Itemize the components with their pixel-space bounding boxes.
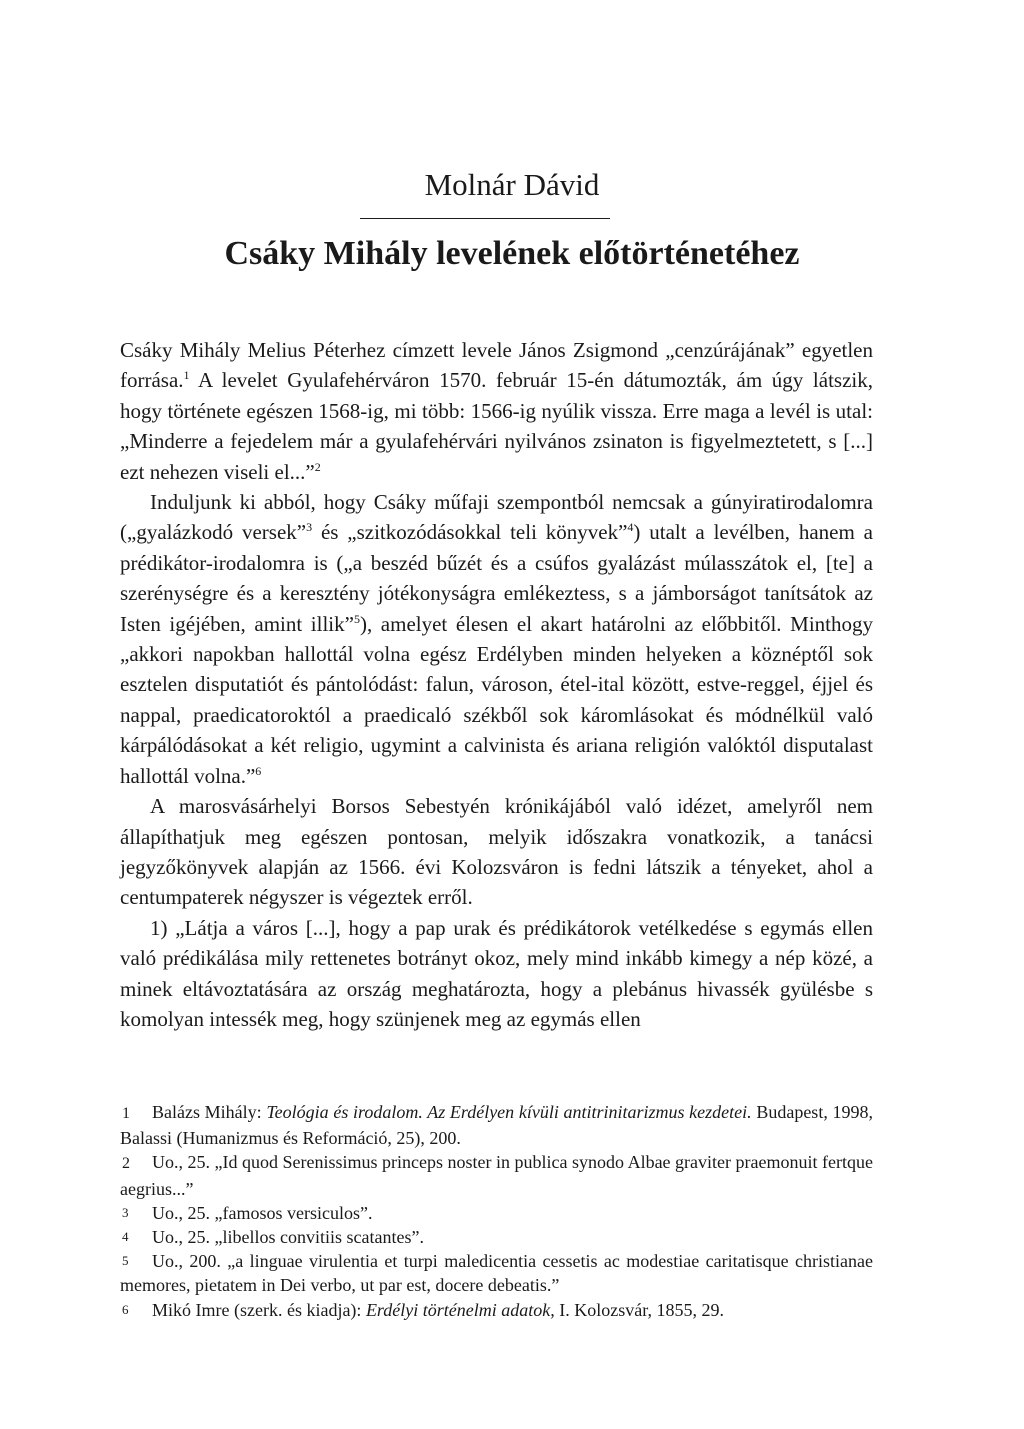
footnote-number: 2 [122,1155,130,1173]
footnote-text: Budapest, 1998, Balassi (Humanizmus és Reformáció, 25), 200. [120,1102,873,1149]
footnotes [120,1100,873,1322]
footnote-5 [120,1249,873,1297]
footnote-number: 3 [122,1204,129,1220]
author-name: Molnár Dávid [424,167,600,202]
footnote-6 [120,1298,873,1322]
paragraph-2 [120,487,873,791]
footnote-book-title: Erdélyi történelmi adatok, [365,1299,555,1320]
footnote-number: 5 [122,1253,129,1269]
footnote-number: 1 [122,1105,130,1122]
footnote-text: Uo., 25. „Id quod Serenissimus princeps noster in publica synodo Albae graviter praemonuit fertque aegrius...” [120,1152,873,1199]
paragraph-text: és „szitkozódásokkal teli könyvek” [312,520,628,545]
footnote-number: 4 [122,1229,129,1245]
footnote-text: Balázs Mihály: [152,1102,267,1122]
footnote-ref-1: 1 [183,368,190,383]
paragraph-4: 1) „Látja a város [...], hogy a pap urak és prédikátorok vetélkedése s egymás ellen való prédikálása mily rettenetes botrányt okoz, mely mind inkább kimegy a nép közé, a minek eltávoztatására az ország meghatározta, hogy a plebánus hivassék gyülésbe s komolyan intessék meg, hogy szünjenek meg az egymás ellen [120,915,873,1031]
footnote-book-title: Teológia és irodalom. Az Erdélyen kívüli antitrinitarizmus kezdetei. [266,1102,752,1122]
footnote-4 [120,1225,873,1249]
footnote-text: Uo., 200. „a linguae virulentia et turpi maledicentia cessetis ac modestiae caritatisque christianae memores, pietatem in Dei verbo, ut par est, docere debeatis.” [120,1251,873,1296]
title-divider [360,218,610,219]
footnote-text: I. Kolozsvár, 1855, 29. [554,1299,724,1320]
paragraph-1 [120,335,873,487]
article-title: Csáky Mihály levelének előtörténetéhez [224,235,800,272]
paragraph-text: Induljunk ki abból, hogy Csáky műfaji szempontból nemcsak a gúnyiratirodalomra („gyalázkodó versek” [120,490,873,545]
footnote-number: 6 [122,1301,129,1317]
paragraph-3: A marosvásárhelyi Borsos Sebestyén krónikájából való idézet, amelyről nem állapíthatjuk meg egészen pontosan, melyik időszakra vonatkozik, a tanácsi jegyzőkönyvek alapján az 1566. évi Kolozsváron is fedni látszik a tényeket, ahol a centumpaterek négyszer is végeztek erről. [120,794,873,910]
footnote-text: Uo., 25. „libellos convitiis scatantes”. [152,1227,424,1248]
paragraph-text: ), amelyet élesen el akart határolni az előbbitől. Minthogy „akkori napokban hallottál volna egész Erdélyben minden helyeken a köznéptől sok esztelen disputatiót és pántolódást: falun, városon, étel-ital között, estve-reggel, éjjel és nappal, praedicatoroktól a praedicaló székből sok káromlásokat és módnélkül való kárpálódásokat a két religio, ugymint a calvinista és ariana religión valóktól disputalast hallottál volna.” [120,611,873,788]
footnote-3 [120,1201,873,1225]
paragraph-text: ) utalt a levélben, hanem a prédikátor-irodalomra is („a beszéd bűzét és a csúfos gyalázást múlasszátok el, [te] a szerénységre és a keresztény jótékonyságra emlékeztess, s a jámborságot tanítsátok az Isten igéjében, amint illik” [120,520,873,636]
footnote-2 [120,1150,873,1200]
footnote-text: Mikó Imre (szerk. és kiadja): [152,1299,366,1320]
article-body [120,335,873,1034]
footnote-ref-3: 3 [306,520,313,535]
footnote-text: Uo., 25. „famosos versiculos”. [152,1202,373,1223]
footnote-ref-2: 2 [314,459,321,474]
footnote-ref-5: 5 [353,611,360,626]
paragraph-text: Csáky Mihály Melius Péterhez címzett levele János Zsigmond „cenzúrájának” egyetlen forrása. [120,338,873,393]
footnote-ref-6: 6 [255,763,262,778]
footnote-1 [120,1100,873,1150]
footnote-ref-4: 4 [627,520,634,535]
paragraph-text: A levelet Gyulafehérváron 1570. február 15-én dátumozták, ám úgy látszik, hogy története egészen 1568-ig, mi több: 1566-ig nyúlik vissza. Erre maga a levél is utal: „Minderre a fejedelem már a gyulafehérvári nyilvános zsinaton is figyelmeztetett, s [...] ezt nehezen viseli el...” [120,368,873,484]
